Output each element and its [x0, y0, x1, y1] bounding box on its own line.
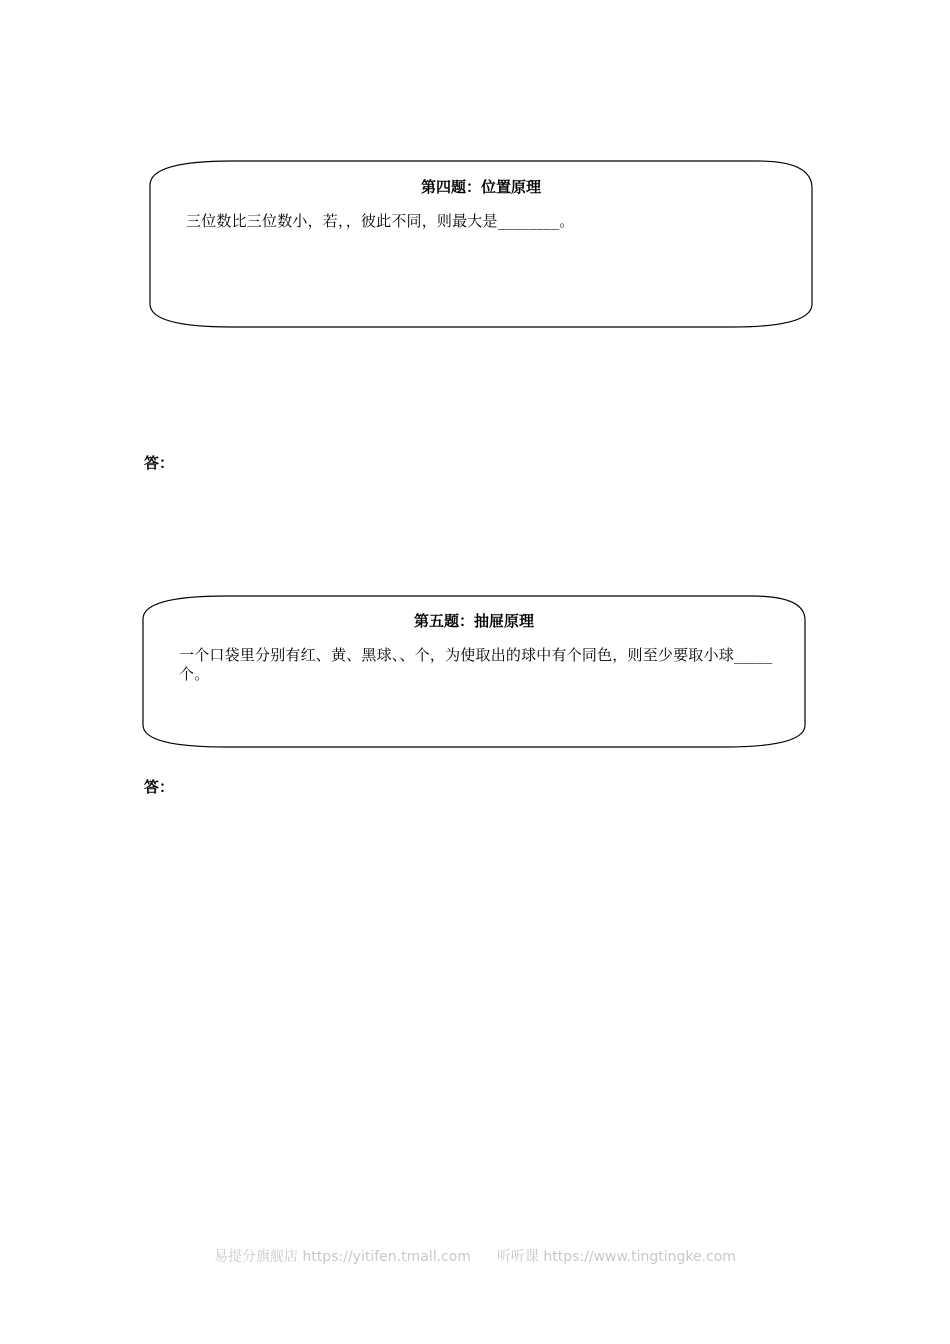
question-5-text: 一个口袋里分别有红、黄、黑球、、个，为使取出的球中有个同色，则至少要取小球_____个。	[179, 646, 773, 683]
footer-left-link: 易提分旗舰店 https://yitifen.tmall.com	[214, 1249, 471, 1265]
answer-label-4: 答：	[144, 454, 175, 472]
question-4-title: 第四题：位置原理	[420, 178, 541, 196]
question-5-title: 第五题：抽屉原理	[413, 612, 534, 630]
page-footer	[0, 1246, 950, 1266]
answer-label-5: 答：	[144, 778, 175, 796]
footer-right-link: 听听课 https://www.tingtingke.com	[496, 1249, 736, 1265]
question-4-text: 三位数比三位数小，若，，彼此不同，则最大是________。	[186, 212, 575, 230]
